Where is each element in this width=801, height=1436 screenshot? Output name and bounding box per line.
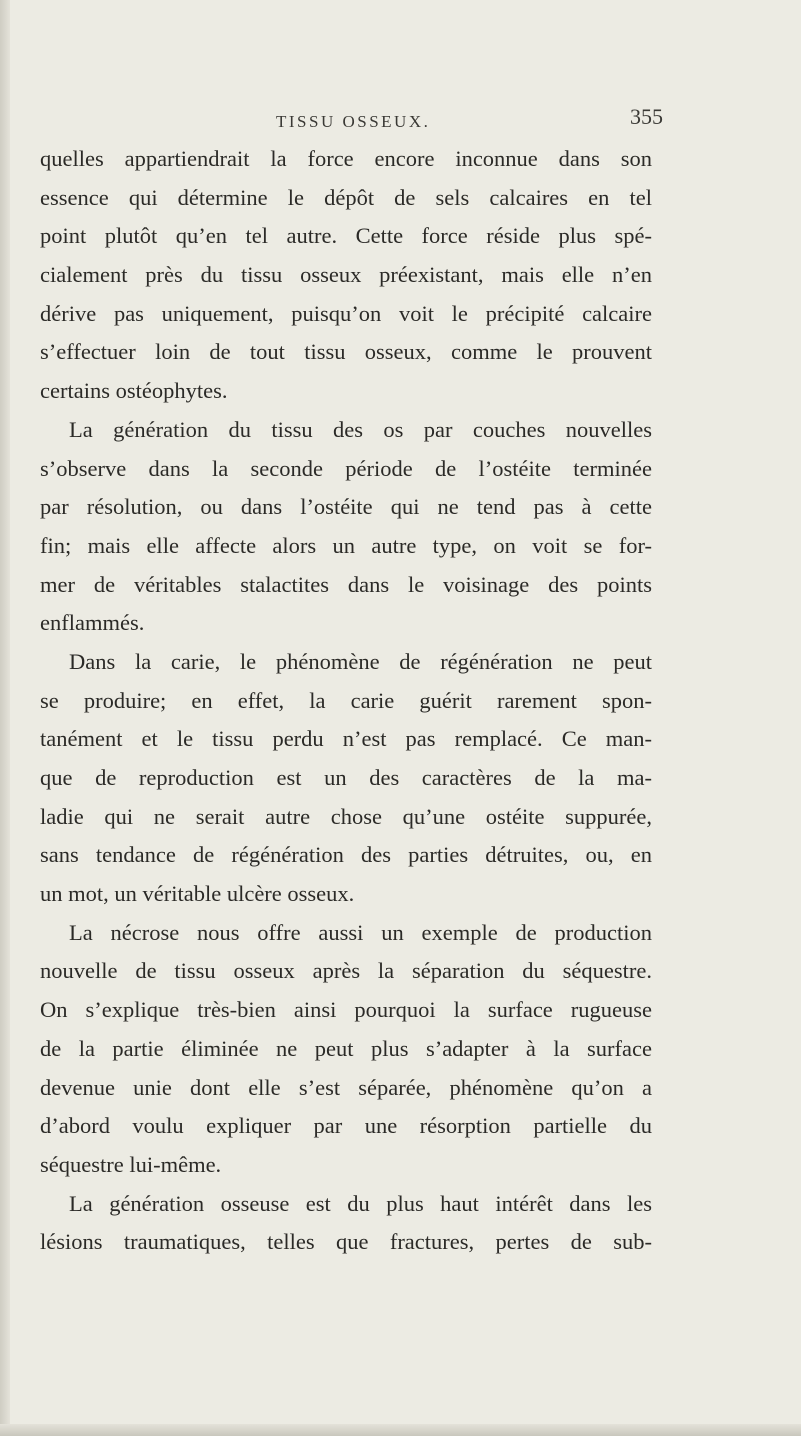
page-bottom-edge	[0, 1424, 801, 1436]
text-line: sans tendance de régénération des parties détruites, ou, en	[40, 842, 652, 868]
body-text	[40, 140, 652, 1262]
text-line: par résolution, ou dans l’ostéite qui ne tend pas à cette	[40, 494, 652, 520]
text-line: La génération osseuse est du plus haut intérêt dans les	[69, 1190, 652, 1216]
text-line: mer de véritables stalactites dans le voisinage des points	[40, 571, 652, 597]
text-line: La génération du tissu des os par couches nouvelles	[69, 416, 652, 442]
text-line: enflammés.	[40, 610, 145, 636]
text-line: tanément et le tissu perdu n’est pas remplacé. Ce man-	[40, 726, 652, 752]
text-line: ladie qui ne serait autre chose qu’une ostéite suppurée,	[40, 803, 652, 829]
text-line: quelles appartiendrait la force encore inconnue dans son	[40, 146, 652, 171]
text-line: point plutôt qu’en tel autre. Cette force réside plus spé-	[40, 223, 652, 249]
text-line: fin; mais elle affecte alors un autre type, on voit se for-	[40, 532, 652, 558]
text-line: nouvelle de tissu osseux après la séparation du séquestre.	[40, 958, 652, 984]
text-line: certains ostéophytes.	[40, 378, 228, 404]
text-line: s’effectuer loin de tout tissu osseux, comme le prouvent	[40, 339, 652, 365]
text-line: d’abord voulu expliquer par une résorption partielle du	[40, 1113, 652, 1139]
running-title: TISSU OSSEUX.	[276, 112, 431, 131]
text-line: devenue unie dont elle s’est séparée, phénomène qu’on a	[40, 1074, 652, 1100]
text-line: On s’explique très-bien ainsi pourquoi la surface rugueuse	[40, 997, 652, 1023]
text-line: cialement près du tissu osseux préexistant, mais elle n’en	[40, 262, 652, 288]
text-line: un mot, un véritable ulcère osseux.	[40, 881, 355, 907]
text-line: s’observe dans la seconde période de l’ostéite terminée	[40, 455, 652, 481]
text-line: que de reproduction est un des caractères de la ma-	[40, 765, 652, 790]
text-line: se produire; en effet, la carie guérit rarement spon-	[40, 687, 652, 713]
text-line: de la partie éliminée ne peut plus s’adapter à la surface	[40, 1035, 652, 1061]
text-line: dérive pas uniquement, puisqu’on voit le précipité calcaire	[40, 300, 652, 326]
text-line: Dans la carie, le phénomène de régénération ne peut	[69, 648, 652, 674]
text-line: essence qui détermine le dépôt de sels calcaires en tel	[40, 184, 652, 210]
text-line: séquestre lui-même.	[40, 1151, 222, 1177]
page-number: 355	[630, 104, 663, 129]
text-line: La nécrose nous offre aussi un exemple de production	[69, 919, 652, 945]
page-left-edge	[0, 0, 10, 1436]
text-line: lésions traumatiques, telles que fractures, pertes de sub-	[40, 1229, 652, 1255]
